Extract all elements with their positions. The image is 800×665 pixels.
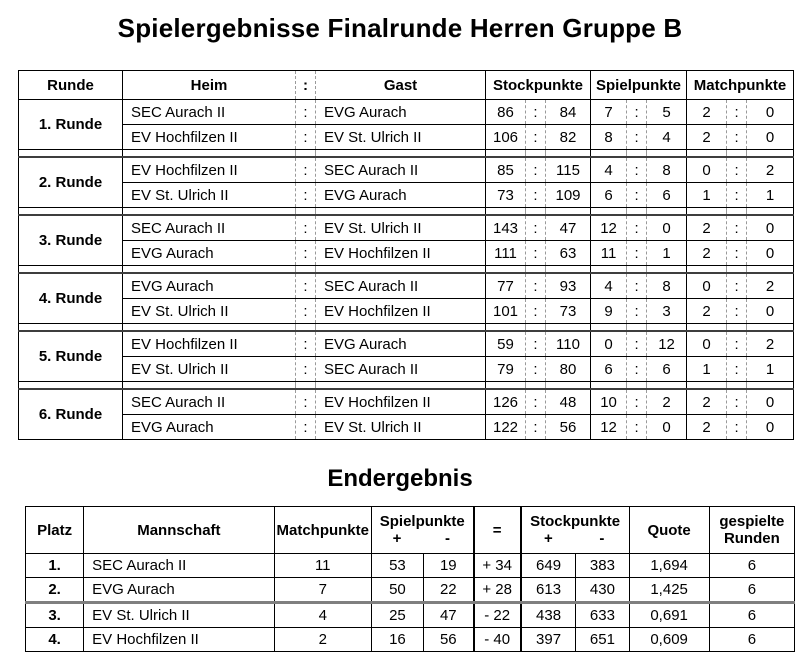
spielpunkte-plus-cell: 53: [371, 554, 423, 578]
colon-separator: :: [727, 100, 747, 125]
colon-separator: :: [727, 183, 747, 208]
spiel-home: 8: [591, 125, 627, 150]
spiel-guest: 6: [647, 183, 687, 208]
diff-cell: + 34: [474, 554, 521, 578]
spielpunkte-plus-cell: 25: [371, 603, 423, 628]
round-label: 1. Runde: [19, 100, 123, 150]
colon-separator: :: [296, 331, 316, 357]
colon-separator: :: [526, 357, 546, 382]
stock-home: 111: [486, 241, 526, 266]
round-label: 2. Runde: [19, 157, 123, 208]
colon-separator: :: [526, 100, 546, 125]
match-guest: 0: [747, 100, 794, 125]
platz-cell: 4.: [26, 628, 84, 652]
standings-row: [26, 628, 795, 652]
match-guest: 0: [747, 215, 794, 241]
match-home: 0: [687, 273, 727, 299]
spacer-row: [19, 382, 794, 390]
home-team: SEC Aurach II: [123, 215, 296, 241]
stock-home: 143: [486, 215, 526, 241]
match-row: [19, 215, 794, 241]
round-label: 4. Runde: [19, 273, 123, 324]
spiel-guest: 0: [647, 215, 687, 241]
colon-separator: :: [627, 357, 647, 382]
mannschaft-cell: EVG Aurach: [84, 578, 274, 603]
home-team: EV St. Ulrich II: [123, 357, 296, 382]
match-row: [19, 241, 794, 266]
stockpunkte-plus-cell: 649: [521, 554, 576, 578]
header-platz: Platz: [26, 507, 84, 554]
guest-team: SEC Aurach II: [316, 157, 486, 183]
stock-guest: 73: [546, 299, 591, 324]
spiel-guest: 0: [647, 415, 687, 440]
spiel-home: 4: [591, 273, 627, 299]
spielpunkte-minus-cell: 47: [423, 603, 473, 628]
header-spielpunkte-label: Spielpunkte: [379, 513, 465, 530]
header-gast: Gast: [316, 71, 486, 100]
header-matchpunkte: Matchpunkte: [274, 507, 371, 554]
header-spielpunkte: Spielpunkte: [591, 71, 687, 100]
match-home: 2: [687, 215, 727, 241]
colon-separator: :: [296, 389, 316, 415]
match-row: [19, 357, 794, 382]
quote-cell: 0,609: [629, 628, 709, 652]
home-team: EVG Aurach: [123, 273, 296, 299]
spiel-guest: 3: [647, 299, 687, 324]
match-home: 1: [687, 183, 727, 208]
colon-separator: :: [627, 215, 647, 241]
match-guest: 0: [747, 299, 794, 324]
guest-team: EV St. Ulrich II: [316, 125, 486, 150]
stock-guest: 47: [546, 215, 591, 241]
spacer-row: [19, 324, 794, 332]
colon-separator: :: [526, 157, 546, 183]
header-spielpunkte: [371, 507, 473, 554]
spielpunkte-minus-cell: 56: [423, 628, 473, 652]
home-team: EVG Aurach: [123, 241, 296, 266]
header-equals: =: [474, 507, 521, 554]
spielpunkte-plus-cell: 50: [371, 578, 423, 603]
match-row: [19, 157, 794, 183]
final-title: Endergebnis: [327, 465, 473, 492]
match-row: [19, 415, 794, 440]
stock-guest: 82: [546, 125, 591, 150]
results-table: [18, 70, 794, 440]
round-label: 5. Runde: [19, 331, 123, 382]
round-label: 6. Runde: [19, 389, 123, 440]
match-row: [19, 100, 794, 125]
spacer-row: [19, 208, 794, 216]
colon-separator: :: [627, 241, 647, 266]
header-plus: +: [392, 530, 402, 547]
quote-cell: 0,691: [629, 603, 709, 628]
colon-separator: :: [727, 331, 747, 357]
home-team: EV St. Ulrich II: [123, 183, 296, 208]
colon-separator: :: [526, 125, 546, 150]
diff-cell: - 22: [474, 603, 521, 628]
stock-home: 59: [486, 331, 526, 357]
spiel-home: 12: [591, 415, 627, 440]
colon-separator: :: [627, 183, 647, 208]
guest-team: EVG Aurach: [316, 183, 486, 208]
spiel-home: 12: [591, 215, 627, 241]
guest-team: EV Hochfilzen II: [316, 389, 486, 415]
platz-cell: 1.: [26, 554, 84, 578]
match-guest: 0: [747, 389, 794, 415]
home-team: SEC Aurach II: [123, 100, 296, 125]
colon-separator: :: [727, 415, 747, 440]
standings-row: [26, 578, 795, 603]
colon-separator: :: [296, 415, 316, 440]
match-guest: 2: [747, 273, 794, 299]
colon-separator: :: [296, 125, 316, 150]
stock-guest: 109: [546, 183, 591, 208]
colon-separator: :: [526, 273, 546, 299]
runden-cell: 6: [709, 578, 794, 603]
match-guest: 0: [747, 125, 794, 150]
match-home: 0: [687, 331, 727, 357]
standings-row: [26, 603, 795, 628]
spacer-row: [19, 266, 794, 274]
colon-separator: :: [627, 415, 647, 440]
colon-separator: :: [627, 389, 647, 415]
stock-guest: 56: [546, 415, 591, 440]
match-row: [19, 389, 794, 415]
mannschaft-cell: EV St. Ulrich II: [84, 603, 274, 628]
colon-separator: :: [627, 157, 647, 183]
colon-separator: :: [727, 215, 747, 241]
home-team: EV Hochfilzen II: [123, 157, 296, 183]
spiel-guest: 12: [647, 331, 687, 357]
guest-team: EV Hochfilzen II: [316, 241, 486, 266]
match-guest: 1: [747, 357, 794, 382]
header-matchpunkte: Matchpunkte: [687, 71, 794, 100]
stock-home: 126: [486, 389, 526, 415]
match-home: 0: [687, 157, 727, 183]
colon-separator: :: [296, 357, 316, 382]
colon-separator: :: [727, 125, 747, 150]
match-row: [19, 273, 794, 299]
mannschaft-cell: SEC Aurach II: [84, 554, 274, 578]
stockpunkte-plus-cell: 438: [521, 603, 576, 628]
header-plus: +: [544, 530, 553, 547]
colon-separator: :: [627, 273, 647, 299]
stock-guest: 48: [546, 389, 591, 415]
platz-cell: 2.: [26, 578, 84, 603]
spielpunkte-minus-cell: 22: [423, 578, 473, 603]
home-team: EV Hochfilzen II: [123, 331, 296, 357]
page-title: Spielergebnisse Finalrunde Herren Gruppe B: [117, 13, 683, 43]
header-minus: -: [444, 530, 450, 547]
match-guest: 0: [747, 415, 794, 440]
spiel-guest: 4: [647, 125, 687, 150]
runden-cell: 6: [709, 628, 794, 652]
stock-home: 73: [486, 183, 526, 208]
spielpunkte-minus-cell: 19: [423, 554, 473, 578]
spiel-guest: 8: [647, 157, 687, 183]
colon-separator: :: [526, 331, 546, 357]
match-home: 2: [687, 299, 727, 324]
final-header-row: [26, 507, 795, 554]
quote-cell: 1,694: [629, 554, 709, 578]
matchpunkte-cell: 11: [274, 554, 371, 578]
colon-separator: :: [296, 215, 316, 241]
header-stockpunkte: [521, 507, 629, 554]
runden-cell: 6: [709, 603, 794, 628]
colon-separator: :: [627, 125, 647, 150]
header-heim: Heim: [123, 71, 296, 100]
guest-team: EV St. Ulrich II: [316, 415, 486, 440]
home-team: EVG Aurach: [123, 415, 296, 440]
stock-home: 101: [486, 299, 526, 324]
runden-cell: 6: [709, 554, 794, 578]
colon-separator: :: [627, 331, 647, 357]
spiel-guest: 2: [647, 389, 687, 415]
stock-guest: 84: [546, 100, 591, 125]
stock-home: 79: [486, 357, 526, 382]
stock-guest: 110: [546, 331, 591, 357]
standings-row: [26, 554, 795, 578]
match-home: 2: [687, 389, 727, 415]
header-runden: gespielte Runden: [709, 507, 794, 554]
match-home: 2: [687, 100, 727, 125]
colon-separator: :: [627, 299, 647, 324]
colon-separator: :: [727, 299, 747, 324]
guest-team: SEC Aurach II: [316, 273, 486, 299]
match-home: 2: [687, 415, 727, 440]
platz-cell: 3.: [26, 603, 84, 628]
results-header-row: [19, 71, 794, 100]
spiel-guest: 8: [647, 273, 687, 299]
colon-separator: :: [526, 183, 546, 208]
colon-separator: :: [296, 183, 316, 208]
colon-separator: :: [296, 157, 316, 183]
spiel-home: 6: [591, 357, 627, 382]
colon-separator: :: [296, 273, 316, 299]
colon-separator: :: [296, 241, 316, 266]
spiel-home: 4: [591, 157, 627, 183]
stockpunkte-minus-cell: 383: [576, 554, 629, 578]
colon-separator: :: [627, 100, 647, 125]
header-stockpunkte-label: Stockpunkte: [530, 513, 621, 530]
match-home: 2: [687, 241, 727, 266]
match-guest: 2: [747, 157, 794, 183]
spiel-home: 7: [591, 100, 627, 125]
match-guest: 2: [747, 331, 794, 357]
header-colon: :: [296, 71, 316, 100]
matchpunkte-cell: 2: [274, 628, 371, 652]
round-label: 3. Runde: [19, 215, 123, 266]
match-guest: 1: [747, 183, 794, 208]
stockpunkte-plus-cell: 397: [521, 628, 576, 652]
stock-guest: 80: [546, 357, 591, 382]
stockpunkte-minus-cell: 633: [576, 603, 629, 628]
guest-team: EV St. Ulrich II: [316, 215, 486, 241]
spiel-home: 11: [591, 241, 627, 266]
header-quote: Quote: [629, 507, 709, 554]
spacer-row: [19, 150, 794, 158]
match-row: [19, 331, 794, 357]
quote-cell: 1,425: [629, 578, 709, 603]
header-minus: -: [599, 530, 605, 547]
colon-separator: :: [526, 415, 546, 440]
colon-separator: :: [727, 241, 747, 266]
colon-separator: :: [526, 389, 546, 415]
matchpunkte-cell: 4: [274, 603, 371, 628]
spiel-home: 6: [591, 183, 627, 208]
stock-guest: 63: [546, 241, 591, 266]
spiel-home: 10: [591, 389, 627, 415]
colon-separator: :: [727, 157, 747, 183]
stockpunkte-minus-cell: 651: [576, 628, 629, 652]
stockpunkte-plus-cell: 613: [521, 578, 576, 603]
colon-separator: :: [296, 100, 316, 125]
colon-separator: :: [526, 299, 546, 324]
header-stockpunkte: Stockpunkte: [486, 71, 591, 100]
guest-team: SEC Aurach II: [316, 357, 486, 382]
matchpunkte-cell: 7: [274, 578, 371, 603]
mannschaft-cell: EV Hochfilzen II: [84, 628, 274, 652]
stock-guest: 93: [546, 273, 591, 299]
stockpunkte-minus-cell: 430: [576, 578, 629, 603]
colon-separator: :: [526, 215, 546, 241]
stock-home: 77: [486, 273, 526, 299]
home-team: EV Hochfilzen II: [123, 125, 296, 150]
spiel-guest: 6: [647, 357, 687, 382]
stock-home: 85: [486, 157, 526, 183]
spiel-guest: 5: [647, 100, 687, 125]
guest-team: EVG Aurach: [316, 100, 486, 125]
guest-team: EV Hochfilzen II: [316, 299, 486, 324]
colon-separator: :: [727, 273, 747, 299]
match-row: [19, 183, 794, 208]
diff-cell: - 40: [474, 628, 521, 652]
colon-separator: :: [526, 241, 546, 266]
spiel-home: 9: [591, 299, 627, 324]
final-table: [25, 506, 795, 652]
spiel-home: 0: [591, 331, 627, 357]
diff-cell: + 28: [474, 578, 521, 603]
spiel-guest: 1: [647, 241, 687, 266]
match-row: [19, 299, 794, 324]
home-team: EV St. Ulrich II: [123, 299, 296, 324]
match-home: 1: [687, 357, 727, 382]
colon-separator: :: [727, 357, 747, 382]
match-home: 2: [687, 125, 727, 150]
match-row: [19, 125, 794, 150]
guest-team: EVG Aurach: [316, 331, 486, 357]
colon-separator: :: [727, 389, 747, 415]
home-team: SEC Aurach II: [123, 389, 296, 415]
stock-home: 106: [486, 125, 526, 150]
stock-home: 86: [486, 100, 526, 125]
match-guest: 0: [747, 241, 794, 266]
spielpunkte-plus-cell: 16: [371, 628, 423, 652]
header-mannschaft: Mannschaft: [84, 507, 274, 554]
header-runde: Runde: [19, 71, 123, 100]
stock-home: 122: [486, 415, 526, 440]
colon-separator: :: [296, 299, 316, 324]
stock-guest: 115: [546, 157, 591, 183]
